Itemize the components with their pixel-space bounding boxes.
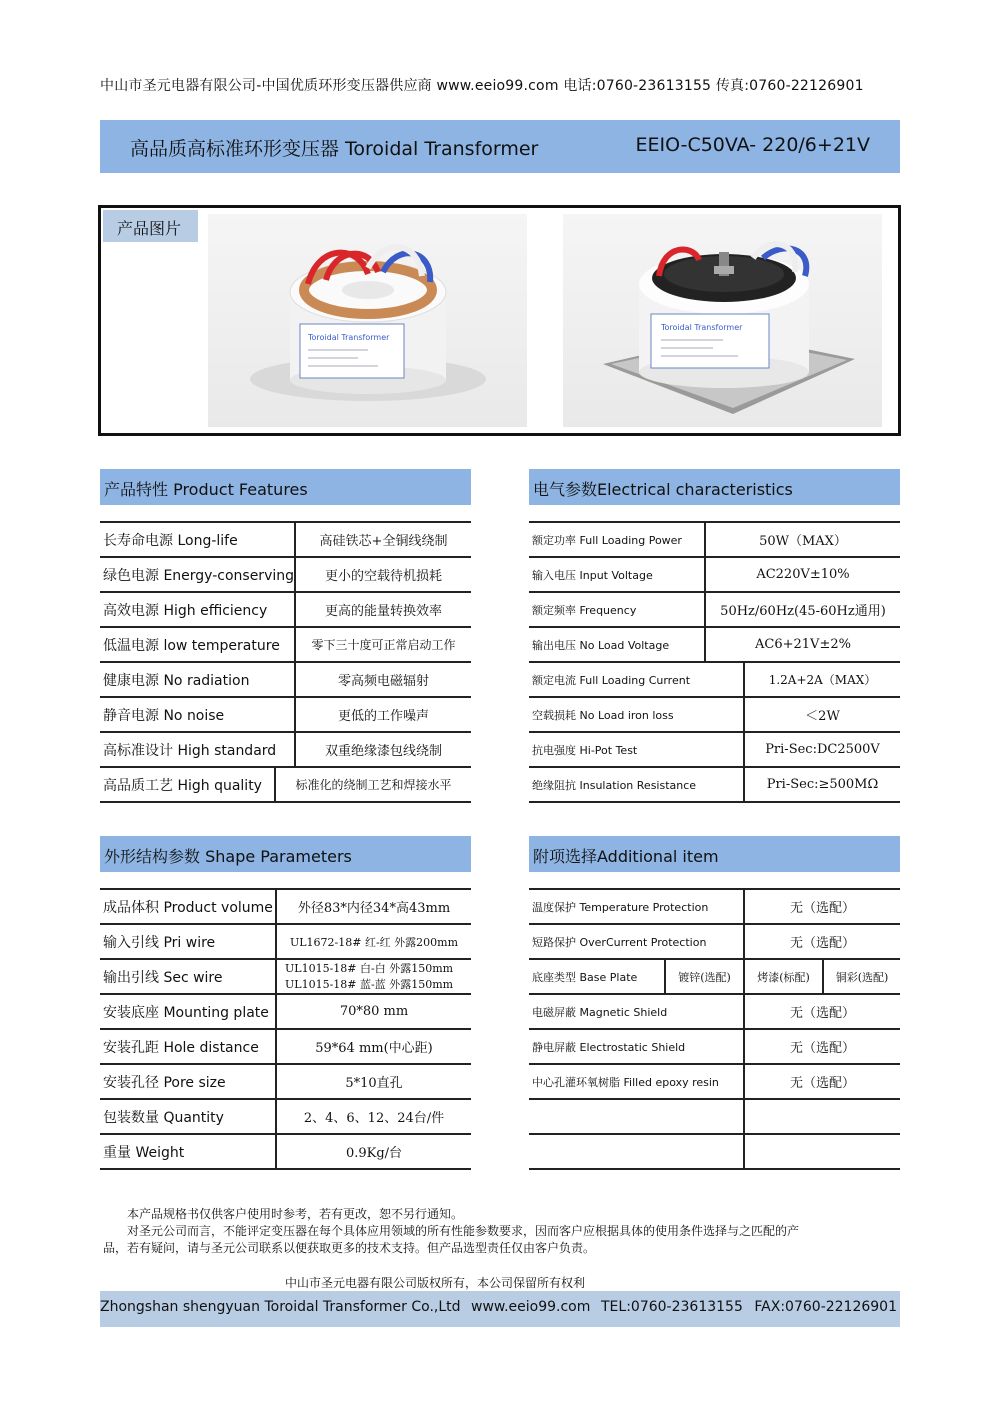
table-row bbox=[529, 1135, 900, 1170]
shape-value: UL1672-18# 红-红 外露200mm bbox=[275, 925, 471, 958]
additional-label bbox=[529, 1135, 743, 1168]
table-row bbox=[100, 960, 471, 995]
table-row bbox=[100, 663, 471, 698]
additional-value: 无（选配） bbox=[743, 995, 900, 1028]
table-row bbox=[529, 960, 900, 995]
feature-label: 长寿命电源 Long-life bbox=[103, 532, 238, 549]
features-table bbox=[100, 521, 471, 803]
table-row bbox=[100, 558, 471, 593]
table-row bbox=[100, 628, 471, 663]
feature-value: 更小的空载待机损耗 bbox=[294, 558, 471, 591]
shape-value bbox=[275, 960, 471, 993]
additional-label: 静电屏蔽 Electrostatic Shield bbox=[532, 1040, 686, 1054]
feature-label: 高品质工艺 High quality bbox=[103, 777, 262, 794]
disclaimer-line: 对圣元公司而言，不能评定变压器在每个具体应用领域的所有性能参数要求，因而客户应根据具体的使用条件选择与之匹配的产 bbox=[127, 1224, 800, 1238]
shape-label: 输出引线 Sec wire bbox=[103, 969, 223, 986]
feature-label: 低温电源 low temperature bbox=[103, 637, 280, 654]
model-number: EEIO-C50VA- 220/6+21V bbox=[635, 134, 870, 156]
table-row bbox=[100, 733, 471, 768]
feature-value: 零高频电磁辐射 bbox=[294, 663, 471, 696]
feature-value: 零下三十度可正常启动工作 bbox=[294, 628, 471, 661]
shape-table bbox=[100, 888, 471, 1170]
features-heading: 产品特性 Product Features bbox=[100, 469, 471, 505]
table-row bbox=[529, 768, 900, 803]
product-photo-front bbox=[208, 214, 527, 427]
electrical-label: 额定电流 Full Loading Current bbox=[532, 673, 691, 687]
table-row bbox=[100, 1100, 471, 1135]
table-row bbox=[100, 1030, 471, 1065]
table-row bbox=[529, 1100, 900, 1135]
electrical-value: AC220V±10% bbox=[704, 558, 900, 591]
additional-label: 中心孔灌环氧树脂 Filled epoxy resin bbox=[532, 1075, 719, 1089]
electrical-value: Pri-Sec:DC2500V bbox=[743, 733, 900, 766]
table-row bbox=[529, 733, 900, 768]
electrical-label: 额定功率 Full Loading Power bbox=[532, 533, 682, 547]
product-label-text-2: Toroidal Transformer bbox=[661, 323, 743, 332]
table-row bbox=[100, 890, 471, 925]
table-row bbox=[529, 925, 900, 960]
additional-value bbox=[743, 1100, 900, 1133]
electrical-value: 50Hz/60Hz(45-60Hz通用) bbox=[704, 593, 900, 626]
shape-label: 安装底座 Mounting plate bbox=[103, 1004, 269, 1021]
additional-label: 短路保护 OverCurrent Protection bbox=[532, 935, 707, 949]
feature-label: 绿色电源 Energy-conserving bbox=[103, 567, 294, 584]
electrical-label: 抗电强度 Hi-Pot Test bbox=[532, 743, 638, 757]
feature-value: 高硅铁芯+全铜线绕制 bbox=[294, 523, 471, 556]
table-row bbox=[100, 1065, 471, 1100]
footer-bar bbox=[100, 1291, 900, 1327]
table-row bbox=[100, 698, 471, 733]
table-row bbox=[529, 523, 900, 558]
feature-value: 更高的能量转换效率 bbox=[294, 593, 471, 626]
electrical-heading: 电气参数Electrical characteristics bbox=[529, 469, 900, 505]
feature-value: 标准化的绕制工艺和焊接水平 bbox=[274, 768, 471, 801]
table-row bbox=[100, 995, 471, 1030]
electrical-value: AC6+21V±2% bbox=[704, 628, 900, 661]
table-row bbox=[529, 1030, 900, 1065]
shape-value: 外径83*内径34*高43mm bbox=[275, 890, 471, 923]
copyright-notice: 中山市圣元电器有限公司版权所有，本公司保留所有权利 bbox=[285, 1276, 586, 1290]
additional-label: 温度保护 Temperature Protection bbox=[532, 900, 709, 914]
footer-tel: TEL:0760-23613155 bbox=[601, 1299, 743, 1315]
shape-heading: 外形结构参数 Shape Parameters bbox=[100, 836, 471, 872]
feature-label: 高效电源 High efficiency bbox=[103, 602, 268, 619]
shape-value-line: UL1015-18# 白-白 外露150mm bbox=[285, 961, 454, 975]
shape-label: 重量 Weight bbox=[103, 1144, 185, 1161]
shape-value: 59*64 mm(中心距) bbox=[275, 1030, 471, 1063]
feature-label: 静音电源 No noise bbox=[103, 707, 225, 724]
additional-heading: 附项选择Additional item bbox=[529, 836, 900, 872]
table-row bbox=[100, 593, 471, 628]
product-title: 高品质高标准环形变压器 Toroidal Transformer bbox=[130, 138, 539, 160]
table-row bbox=[529, 558, 900, 593]
additional-label bbox=[529, 1100, 743, 1133]
footer-website: www.eeio99.com bbox=[471, 1299, 591, 1315]
base-plate-option: 烤漆(标配) bbox=[743, 960, 822, 993]
electrical-label: 输入电压 Input Voltage bbox=[532, 568, 653, 582]
shape-value: 70*80 mm bbox=[275, 995, 471, 1028]
electrical-value: Pri-Sec:≥500MΩ bbox=[743, 768, 900, 801]
product-photo-section bbox=[98, 205, 901, 436]
table-row bbox=[100, 925, 471, 960]
table-row bbox=[100, 523, 471, 558]
feature-value: 更低的工作噪声 bbox=[294, 698, 471, 731]
electrical-value: 1.2A+2A（MAX） bbox=[743, 663, 900, 696]
product-label-text: Toroidal Transformer bbox=[308, 333, 390, 342]
additional-value: 无（选配） bbox=[743, 925, 900, 958]
shape-label: 输入引线 Pri wire bbox=[103, 934, 216, 951]
electrical-label: 额定频率 Frequency bbox=[532, 603, 637, 617]
table-row bbox=[100, 768, 471, 803]
additional-label: 电磁屏蔽 Magnetic Shield bbox=[532, 1005, 668, 1019]
electrical-value: 50W（MAX） bbox=[704, 523, 900, 556]
shape-label: 安装孔径 Pore size bbox=[103, 1074, 226, 1091]
disclaimer-line: 本产品规格书仅供客户使用时参考，若有更改，恕不另行通知。 bbox=[127, 1207, 464, 1221]
electrical-table bbox=[529, 521, 900, 803]
shape-label: 包装数量 Quantity bbox=[103, 1109, 224, 1126]
base-plate-option: 铜彩(选配) bbox=[822, 960, 900, 993]
table-row bbox=[529, 593, 900, 628]
shape-value: 0.9Kg/台 bbox=[275, 1135, 471, 1168]
electrical-label: 空载损耗 No Load iron loss bbox=[532, 708, 674, 722]
table-row bbox=[529, 698, 900, 733]
title-bar bbox=[100, 120, 900, 173]
toroidal-transformer-mounted-image bbox=[563, 214, 882, 427]
footer-company: Zhongshan shengyuan Toroidal Transformer Co.,Ltd bbox=[100, 1299, 461, 1315]
feature-label: 高标准设计 High standard bbox=[103, 742, 277, 759]
additional-table bbox=[529, 888, 900, 1170]
table-row bbox=[529, 628, 900, 663]
footer-fax: FAX:0760-22126901 bbox=[754, 1299, 897, 1315]
base-plate-option: 镀锌(选配) bbox=[664, 960, 743, 993]
additional-label: 底座类型 Base Plate bbox=[532, 970, 638, 984]
table-row bbox=[529, 1065, 900, 1100]
table-row bbox=[100, 1135, 471, 1170]
additional-value: 无（选配） bbox=[743, 1065, 900, 1098]
feature-value: 双重绝缘漆包线绕制 bbox=[294, 733, 471, 766]
disclaimer-line: 品，若有疑问，请与圣元公司联系以便获取更多的技术支持。但产品选型责任仅由客户负责。 bbox=[103, 1241, 596, 1255]
feature-label: 健康电源 No radiation bbox=[103, 672, 250, 689]
header-contact-line: 中山市圣元电器有限公司-中国优质环形变压器供应商 www.eeio99.com 电话:0760-23613155 传真:0760-22126901 bbox=[100, 78, 864, 94]
additional-value bbox=[743, 1135, 900, 1168]
table-row bbox=[529, 663, 900, 698]
additional-value: 无（选配） bbox=[743, 1030, 900, 1063]
shape-label: 安装孔距 Hole distance bbox=[103, 1039, 259, 1056]
shape-value-line: UL1015-18# 蓝-蓝 外露150mm bbox=[285, 977, 454, 991]
photo-section-label: 产品图片 bbox=[103, 210, 198, 242]
product-photo-mounted bbox=[563, 214, 882, 427]
table-row bbox=[529, 890, 900, 925]
shape-label: 成品体积 Product volume bbox=[103, 899, 273, 916]
table-row bbox=[529, 995, 900, 1030]
electrical-value: ＜2W bbox=[743, 698, 900, 731]
electrical-label: 输出电压 No Load Voltage bbox=[532, 638, 670, 652]
toroidal-transformer-image bbox=[208, 214, 527, 427]
shape-value: 5*10直孔 bbox=[275, 1065, 471, 1098]
shape-value: 2、4、6、12、24台/件 bbox=[275, 1100, 471, 1133]
additional-value: 无（选配） bbox=[743, 890, 900, 923]
electrical-label: 绝缘阻抗 Insulation Resistance bbox=[532, 778, 697, 792]
